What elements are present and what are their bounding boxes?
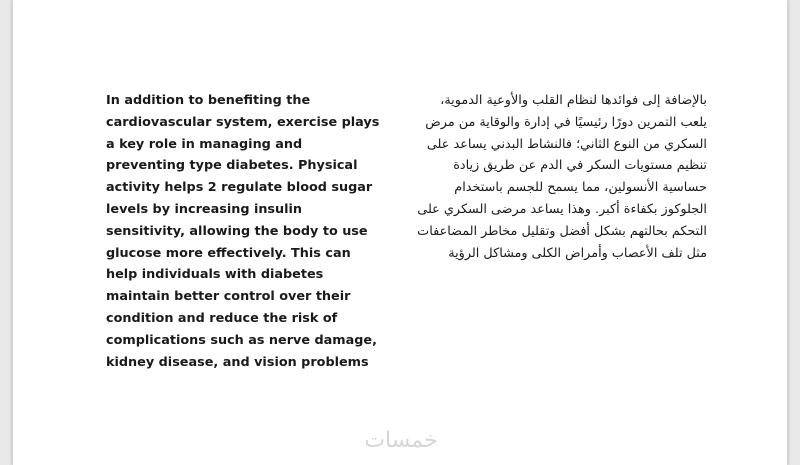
arabic-paragraph: بالإضافة إلى فوائدها لنظام القلب والأوعية الدموية، يلعب التمرين دورًا رئيسيًا في إدارة والوقاية من مرض السكري من النوع الثاني؛ فالنشاط البدني يساعد على تنظيم مستويات السكر في الدم عن طريق زيادة حساسية الأنسولين، مما يسمح للجسم باستخدام الجلوكوز بكفاءة أكبر. وهذا يساعد مرضى السكري على التحكم بحالتهم بشكل أفضل وتقليل مخاطر المضاعفات مثل تلف الأعصاب وأمراض الكلى ومشاكل الرؤية [417, 93, 707, 261]
watermark-logo: خمسات [364, 428, 438, 453]
english-paragraph: In addition to benefiting the cardiovascular system, exercise plays a key role in managing and preventing type diabetes. Physical activity helps 2 regulate blood sugar levels by increasing insulin sensitivity, allowing the body to use glucose more effectively. This can help individuals with diabetes maintain better control over their condition and reduce the risk of complications such as nerve damage, kidney disease, and vision problems [106, 93, 380, 370]
document-page [12, 0, 788, 465]
